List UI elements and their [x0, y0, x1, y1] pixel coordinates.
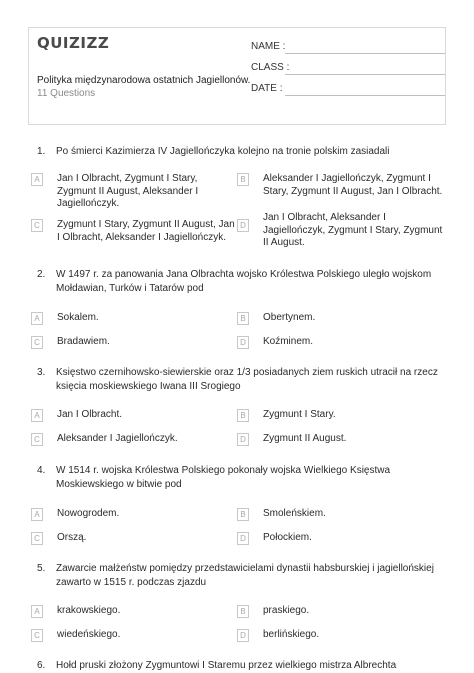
option-letter-box: B [237, 312, 249, 325]
class-label: CLASS : [251, 62, 290, 73]
option-letter-box: B [237, 173, 249, 186]
option-text: Sokalem. [57, 312, 99, 323]
question-text: Zawarcie małżeństw pomiędzy przedstawicielami dynastii habsburskiej i jagiellońskiej zawarto w 1515 r. podczas zjazdu [56, 563, 434, 588]
question-text: W 1514 r. wojska Królestwa Polskiego pokonały wojska Wielkiego Księstwa Moskiewskiego w bitwie pod [56, 465, 391, 490]
option-text: Jan I Olbracht. [57, 409, 123, 420]
option-text: krakowskiego. [57, 605, 121, 616]
option-letter-box: A [31, 409, 43, 422]
option-letter-box: C [31, 433, 43, 446]
option-letter-box: B [237, 409, 249, 422]
question-count: 11 Questions [37, 88, 96, 99]
option-letter-box: B [237, 508, 249, 521]
option-text: Aleksander I Jagiellończyk, Zygmunt I Stary, Zygmunt II August, Jan I Olbracht. [263, 173, 443, 197]
option-letter-box: C [31, 336, 43, 349]
class-line [285, 74, 445, 75]
option-letter-box: A [31, 312, 43, 325]
option-letter-box: C [31, 532, 43, 545]
option-letter-box: C [31, 629, 43, 642]
option-text: Zygmunt I Stary. [263, 409, 336, 420]
date-line [285, 95, 445, 96]
class-field[interactable] [251, 62, 289, 73]
date-field[interactable] [251, 83, 282, 94]
option-text: Koźminem. [263, 336, 314, 347]
date-label: DATE : [251, 83, 283, 94]
option-text: Zygmunt I Stary, Zygmunt II August, Jan I Olbracht, Aleksander I Jagiellończyk. [57, 219, 235, 243]
question-number: 4. [37, 465, 46, 476]
option-letter-box: D [237, 219, 249, 232]
option-text: Smoleńskiem. [263, 508, 326, 519]
name-label: NAME : [251, 41, 286, 52]
option-letter-box: D [237, 336, 249, 349]
option-letter-box: C [31, 219, 43, 232]
option-text: Orszą. [57, 532, 87, 543]
option-text: Aleksander I Jagiellończyk. [57, 433, 178, 444]
worksheet-header [28, 27, 446, 125]
name-line [285, 53, 445, 54]
question-text: Księstwo czernihowsko-siewierskie oraz 1/3 posiadanych ziem ruskich utracił na rzecz księcia moskiewskiego Iwana III Srogiego [56, 367, 438, 392]
question-text: Hołd pruski złożony Zygmuntowi I Staremu przez wielkiego mistrza Albrechta [56, 660, 397, 671]
question-number: 6. [37, 660, 46, 671]
question-number: 5. [37, 563, 46, 574]
option-letter-box: A [31, 173, 43, 186]
option-text: Zygmunt II August. [263, 433, 347, 444]
option-text: Nowogrodem. [57, 508, 120, 519]
question-text: W 1497 r. za panowania Jana Olbrachta wojsko Królestwa Polskiego uległo wojskom Mołdawian, Turków i Tatarów pod [56, 269, 432, 294]
option-letter-box: D [237, 433, 249, 446]
option-text: Bradawiem. [57, 336, 110, 347]
option-letter-box: D [237, 629, 249, 642]
name-field[interactable] [251, 41, 285, 52]
option-text: Obertynem. [263, 312, 316, 323]
option-letter-box: B [237, 605, 249, 618]
option-text: praskiego. [263, 605, 310, 616]
quizizz-logo: QUIZIZZ [37, 34, 110, 52]
option-text: wiedeńskiego. [57, 629, 121, 640]
option-text: berlińskiego. [263, 629, 320, 640]
worksheet-title: Polityka międzynarodowa ostatnich Jagiellonów. [37, 75, 251, 86]
option-text: Jan I Olbracht, Zygmunt I Stary, Zygmunt II August, Aleksander I Jagiellończyk. [57, 173, 199, 209]
option-text: Połockiem. [263, 532, 312, 543]
option-text: Jan I Olbracht, Aleksander I Jagiellończyk, Zygmunt I Stary, Zygmunt II August. [263, 212, 443, 248]
question-number: 1. [37, 146, 46, 157]
option-letter-box: D [237, 532, 249, 545]
option-letter-box: A [31, 605, 43, 618]
question-number: 3. [37, 367, 46, 378]
question-number: 2. [37, 269, 46, 280]
question-text: Po śmierci Kazimierza IV Jagiellończyka kolejno na tronie polskim zasiadali [56, 146, 390, 157]
option-letter-box: A [31, 508, 43, 521]
